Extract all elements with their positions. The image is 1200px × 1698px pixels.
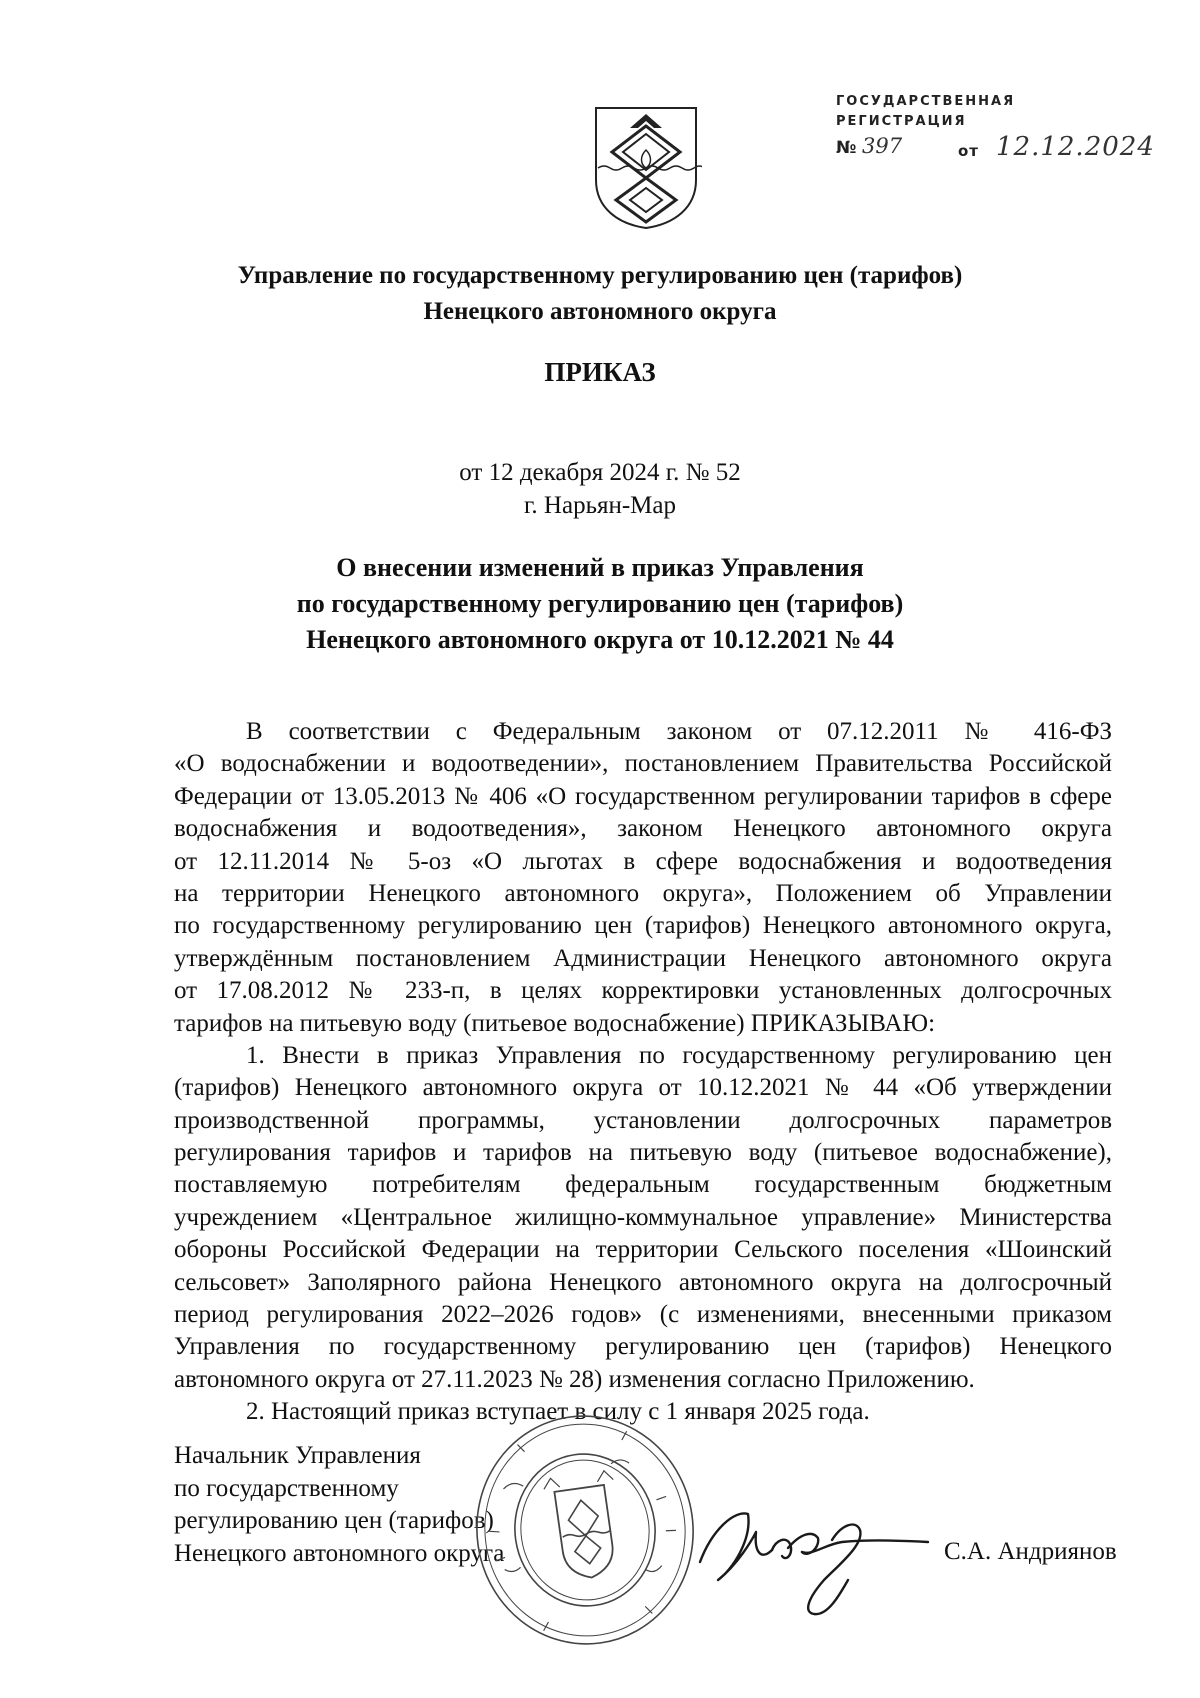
handwritten-signature-icon xyxy=(692,1500,932,1620)
authority-name-line2: Ненецкого автономного округа xyxy=(423,298,777,325)
signatory-position-line4: Ненецкого автономного округа xyxy=(174,1539,505,1567)
body-line: сельсовет» Заполярного района Ненецкого автономного округа на долгосрочный xyxy=(174,1268,1112,1296)
body-line: поставляемую потребителям федеральным государственным бюджетным xyxy=(174,1171,1112,1199)
signatory-position-line1: Начальник Управления xyxy=(174,1442,421,1469)
body-line: 2. Настоящий приказ вступает в силу с 1 января 2025 года. xyxy=(246,1398,870,1426)
subject-line1: О внесении изменений в приказ Управления xyxy=(336,553,864,582)
body-line: по государственному регулированию цен (тарифов) Ненецкого автономного округа, xyxy=(174,912,1112,940)
signatory-name: С.А. Андриянов xyxy=(944,1538,1117,1565)
body-line: регулирования тарифов и тарифов на питьевую воду (питьевое водоснабжение), xyxy=(174,1139,1112,1167)
official-seal-icon xyxy=(470,1408,700,1653)
body-line: от 17.08.2012 № 233-п, в целях корректировки установленных долгосрочных xyxy=(174,977,1112,1005)
subject-line3: Ненецкого автономного округа от 10.12.2021 № 44 xyxy=(306,625,894,654)
authority-name-line1: Управление по государственному регулированию цен (тарифов) xyxy=(237,262,963,289)
registration-title-line2: РЕГИСТРАЦИЯ xyxy=(836,114,967,129)
document-body xyxy=(174,716,1112,1429)
body-line: обороны Российской Федерации на территории Сельского поселения «Шоинский xyxy=(174,1236,1112,1264)
body-line: «О водоснабжении и водоотведении», постановлением Правительства Российской xyxy=(174,750,1112,778)
body-line: учреждением «Центральное жилищно-коммунальное управление» Министерства xyxy=(174,1203,1112,1231)
body-line: тарифов на питьевую воду (питьевое водоснабжение) ПРИКАЗЫВАЮ: xyxy=(174,1009,936,1037)
body-line: Федерации от 13.05.2013 № 406 «О государственном регулировании тарифов в сфере xyxy=(174,782,1112,810)
document-date-number: от 12 декабря 2024 г. № 52 xyxy=(459,459,741,486)
subject-line2: по государственному регулированию цен (тарифов) xyxy=(296,589,904,618)
body-line: на территории Ненецкого автономного округа», Положением об Управлении xyxy=(174,879,1112,907)
document-place: г. Нарьян-Мар xyxy=(523,492,676,519)
body-line: от 12.11.2014 № 5-оз «О льготах в сфере водоснабжения и водоотведения xyxy=(174,847,1112,875)
registration-number-row xyxy=(836,132,1155,164)
body-line: Управления по государственному регулированию цен (тарифов) Ненецкого xyxy=(174,1333,1112,1361)
body-line: 1. Внести в приказ Управления по государственному регулированию цен xyxy=(246,1041,1112,1069)
signatory-position-line3: регулированию цен (тарифов) xyxy=(174,1507,494,1535)
signatory-position-line2: по государственному xyxy=(174,1474,399,1502)
body-line: автономного округа от 27.11.2023 № 28) изменения согласно Приложению. xyxy=(174,1365,975,1393)
registration-date: 12.12.2024 xyxy=(996,132,1155,162)
coat-of-arms-icon xyxy=(590,104,702,230)
registration-stamp xyxy=(836,92,1155,164)
signatory-position xyxy=(174,1440,504,1570)
document-type-title: ПРИКАЗ xyxy=(544,357,656,387)
body-line: производственной программы, установлении долгосрочных параметров xyxy=(174,1106,1112,1134)
body-line: водоснабжения и водоотведения», законом Ненецкого автономного округа xyxy=(174,815,1112,843)
body-line: (тарифов) Ненецкого автономного округа от 10.12.2021 № 44 «Об утверждении xyxy=(174,1074,1112,1102)
registration-number-sign: № xyxy=(836,138,857,158)
body-line: В соответствии с Федеральным законом от 07.12.2011 № 416-ФЗ xyxy=(246,718,1112,745)
body-line: период регулирования 2022–2026 годов» (с изменениями, внесенными приказом xyxy=(174,1301,1112,1329)
registration-title-line1: ГОСУДАРСТВЕННАЯ xyxy=(836,94,1016,109)
registration-from-label: от xyxy=(958,142,979,160)
registration-number: 397 xyxy=(862,134,903,158)
body-line: утверждённым постановлением Администрации Ненецкого автономного округа xyxy=(174,944,1112,972)
